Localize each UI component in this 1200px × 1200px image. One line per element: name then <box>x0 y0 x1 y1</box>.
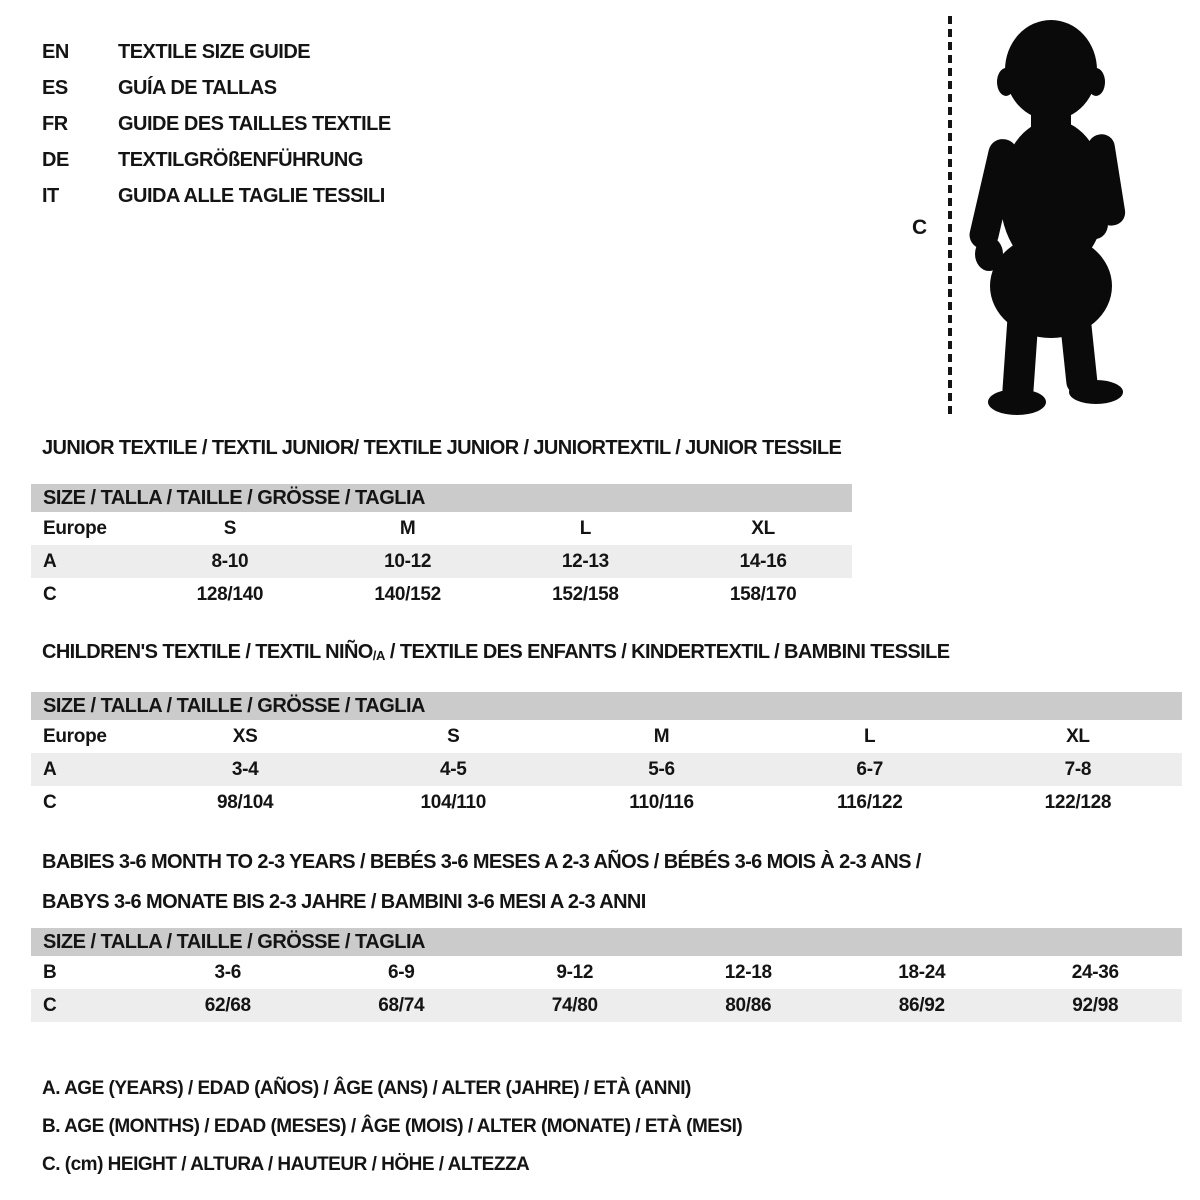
table-row <box>31 512 852 545</box>
legend-line-b: B. AGE (MONTHS) / EDAD (MESES) / ÂGE (MOIS) / ALTER (MONATE) / ETÀ (MESI) <box>42 1116 743 1137</box>
size-cell: L <box>864 725 876 747</box>
age-cell: 4-5 <box>440 758 467 780</box>
measure-legend <box>42 1070 742 1184</box>
size-header-band: SIZE / TALLA / TAILLE / GRÖSSE / TAGLIA <box>31 928 1182 956</box>
size-cell: S <box>447 725 460 747</box>
age-cell: 14-16 <box>739 550 787 572</box>
babies-title-line1: BABIES 3-6 MONTH TO 2-3 YEARS / BEBÉS 3-6 MESES A 2-3 AÑOS / BÉBÉS 3-6 MOIS À 2-3 ANS / <box>42 851 921 873</box>
language-code: DE <box>42 148 69 171</box>
language-row-es <box>42 70 391 106</box>
babies-title-line2: BABYS 3-6 MONATE BIS 2-3 JAHRE / BAMBINI 3-6 MESI A 2-3 ANNI <box>42 891 646 913</box>
height-cell: 92/98 <box>1072 994 1119 1016</box>
children-title-subscript: /A <box>372 648 385 663</box>
guide-title: TEXTILE SIZE GUIDE <box>118 40 311 63</box>
language-row-fr <box>42 106 391 142</box>
height-cell: 104/110 <box>420 791 487 813</box>
row-label: A <box>43 758 57 780</box>
height-cell: 74/80 <box>551 994 598 1016</box>
age-cell: 6-7 <box>856 758 883 780</box>
children-title-part2: / TEXTILE DES ENFANTS / KINDERTEXTIL / BAMBINI TESSILE <box>384 641 950 663</box>
age-cell: 24-36 <box>1071 961 1119 983</box>
height-cell: 152/158 <box>552 583 619 605</box>
babies-section-title <box>42 842 921 922</box>
height-cell: 122/128 <box>1044 791 1112 813</box>
age-cell: 7-8 <box>1064 758 1092 780</box>
toddler-silhouette-icon <box>963 14 1137 420</box>
height-cell: 68/74 <box>378 994 425 1016</box>
language-code: ES <box>42 76 68 99</box>
table-row <box>31 720 1182 753</box>
size-cell: XL <box>751 517 775 539</box>
children-title-part1: CHILDREN'S TEXTILE / TEXTIL NIÑO <box>42 641 373 663</box>
height-cell: 62/68 <box>204 994 251 1016</box>
height-cell: 98/104 <box>216 791 274 813</box>
row-label: Europe <box>43 517 107 539</box>
height-cell: 158/170 <box>729 583 797 605</box>
babies-size-table <box>31 928 1182 1022</box>
language-row-de <box>42 142 391 178</box>
children-size-table <box>31 692 1182 819</box>
age-cell: 3-4 <box>231 758 259 780</box>
children-section-title <box>42 640 949 668</box>
height-cell: 140/152 <box>374 583 441 605</box>
height-cell: 128/140 <box>196 583 264 605</box>
table-row <box>31 578 852 611</box>
legend-line-a: A. AGE (YEARS) / EDAD (AÑOS) / ÂGE (ANS) / ALTER (JAHRE) / ETÀ (ANNI) <box>42 1078 691 1099</box>
language-code: EN <box>42 40 69 63</box>
row-label: C <box>43 994 57 1016</box>
size-cell: S <box>223 517 237 539</box>
table-row <box>31 786 1182 819</box>
age-cell: 12-13 <box>561 550 609 572</box>
age-cell: 12-18 <box>724 961 772 983</box>
language-code: FR <box>42 112 68 135</box>
language-row-en <box>42 34 391 70</box>
height-cell: 86/92 <box>898 994 945 1016</box>
legend-line-c: C. (cm) HEIGHT / ALTURA / HAUTEUR / HÖHE / ALTEZZA <box>42 1154 530 1175</box>
age-cell: 5-6 <box>648 758 675 780</box>
junior-size-table <box>31 484 852 611</box>
language-row-it <box>42 178 391 214</box>
guide-title: GUÍA DE TALLAS <box>118 76 277 99</box>
size-header-band: SIZE / TALLA / TAILLE / GRÖSSE / TAGLIA <box>31 484 852 512</box>
row-label: C <box>43 583 57 605</box>
age-cell: 6-9 <box>387 961 415 983</box>
language-code: IT <box>42 184 59 207</box>
height-measure-dashed-line <box>948 16 952 418</box>
size-cell: XL <box>1066 725 1090 747</box>
age-cell: 18-24 <box>898 961 946 983</box>
row-label: B <box>43 961 57 983</box>
row-label: A <box>43 550 57 572</box>
height-cell: 116/122 <box>836 791 903 813</box>
language-title-block <box>42 34 391 214</box>
size-header-band: SIZE / TALLA / TAILLE / GRÖSSE / TAGLIA <box>31 692 1182 720</box>
age-cell: 3-6 <box>214 961 242 983</box>
row-label: Europe <box>43 725 107 747</box>
row-label: C <box>43 791 57 813</box>
size-cell: L <box>579 517 592 539</box>
age-cell: 9-12 <box>556 961 594 983</box>
table-row <box>31 956 1182 989</box>
height-cell: 80/86 <box>725 994 772 1016</box>
age-cell: 8-10 <box>211 550 249 572</box>
table-row <box>31 545 852 578</box>
height-cell: 110/116 <box>629 791 694 813</box>
age-cell: 10-12 <box>384 550 432 572</box>
table-row <box>31 753 1182 786</box>
table-row <box>31 989 1182 1022</box>
size-cell: M <box>653 725 670 747</box>
guide-title: GUIDE DES TAILLES TEXTILE <box>118 112 391 135</box>
guide-title: GUIDA ALLE TAGLIE TESSILI <box>118 184 385 207</box>
junior-section-title: JUNIOR TEXTILE / TEXTIL JUNIOR/ TEXTILE JUNIOR / JUNIORTEXTIL / JUNIOR TESSILE <box>42 437 842 459</box>
height-measure-label: C <box>912 216 927 239</box>
size-cell: XS <box>232 725 258 747</box>
size-cell: M <box>399 517 416 539</box>
guide-title: TEXTILGRÖßENFÜHRUNG <box>118 148 363 171</box>
